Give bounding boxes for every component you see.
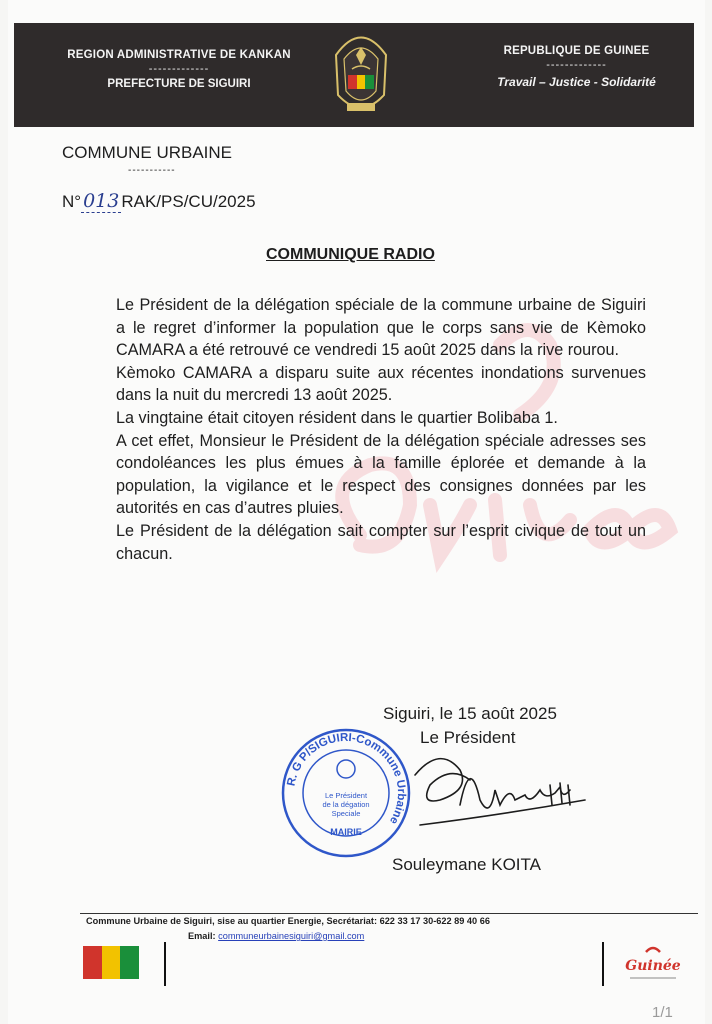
paragraph: A cet effet, Monsieur le Président de la délégation spéciale adresses ses condoléances les plus émues à la famille éplorée et demande à la population, la vigilance et le respect des consignes données par les autorités en cas d’autres pluies. (116, 431, 646, 518)
footer-address: Commune Urbaine de Siguiri, sise au quartier Energie, Secrétariat: 622 33 17 30-622 89 40 66 (86, 916, 490, 926)
ref-number-handwritten: 013 (83, 190, 120, 212)
ref-suffix: RAK/PS/CU/2025 (121, 192, 256, 211)
document-title: COMMUNIQUE RADIO (266, 246, 435, 263)
paragraph: Le Président de la délégation sait compter sur l’esprit civique de tout un chacun. (116, 521, 646, 563)
signatory-role: Le Président (420, 728, 516, 747)
letterhead-left (34, 49, 324, 90)
guinee-logo-icon (618, 944, 688, 984)
logo-text: Guinée (625, 958, 681, 974)
email-link[interactable]: communeurbainesiguiri@gmail.com (218, 931, 365, 941)
paragraph: Kèmoko CAMARA a disparu suite aux récentes inondations survenues dans la nuit du mercredi 13 août 2025. (116, 363, 646, 405)
stamp-bottom: MAIRIE (330, 827, 362, 837)
handwritten-signature-icon (400, 745, 600, 845)
paragraph: La vingtaine était citoyen résident dans le quartier Bolibaba 1. (116, 408, 558, 427)
flag-green-band (120, 946, 139, 979)
footer-separator-bar (602, 942, 604, 986)
official-stamp-icon (280, 727, 412, 859)
stamp-ring-text: R. G P/SIGUIRI-Commune Urbaine (285, 731, 408, 827)
signatory-name: Souleymane KOITA (392, 855, 541, 874)
paragraph: Le Président de la délégation spéciale de la commune urbaine de Siguiri a le regret d’informer la population que le corps sans vie de Kèmoko CAMARA a été retrouvé ce vendredi 15 août 2025 dans la rive rourou. (116, 296, 646, 360)
stamp-line: Le Président (324, 791, 368, 800)
flag-red-band (83, 946, 102, 979)
separator: ------------- (546, 59, 607, 71)
national-motto: Travail – Justice - Solidarité (497, 75, 656, 89)
national-emblem-icon (326, 25, 396, 123)
page-number: 1/1 (652, 1004, 673, 1021)
guinea-flag-icon (83, 946, 139, 979)
commune-label: COMMUNE URBAINE (62, 143, 233, 162)
place-date: Siguiri, le 15 août 2025 (383, 704, 557, 723)
republic-title: REPUBLIQUE DE GUINEE (503, 45, 650, 57)
footer-separator-bar (164, 942, 166, 986)
communique-body (116, 294, 646, 565)
prefecture-title: PREFECTURE DE SIGUIRI (107, 78, 251, 90)
footer-email-line (188, 931, 364, 941)
region-title: REGION ADMINISTRATIVE DE KANKAN (67, 49, 291, 61)
email-label: Email: (188, 931, 216, 941)
reference-number (62, 190, 256, 212)
separator: ----------- (128, 165, 176, 176)
flag-yellow-band (102, 946, 121, 979)
stamp-line: Speciale (331, 809, 361, 818)
ref-prefix: N° (62, 192, 82, 211)
letterhead-right (469, 45, 684, 89)
separator: ------------- (148, 63, 210, 75)
footer-divider (80, 913, 698, 914)
stamp-line: de la dégation (322, 800, 370, 809)
letterhead-band (14, 23, 694, 127)
